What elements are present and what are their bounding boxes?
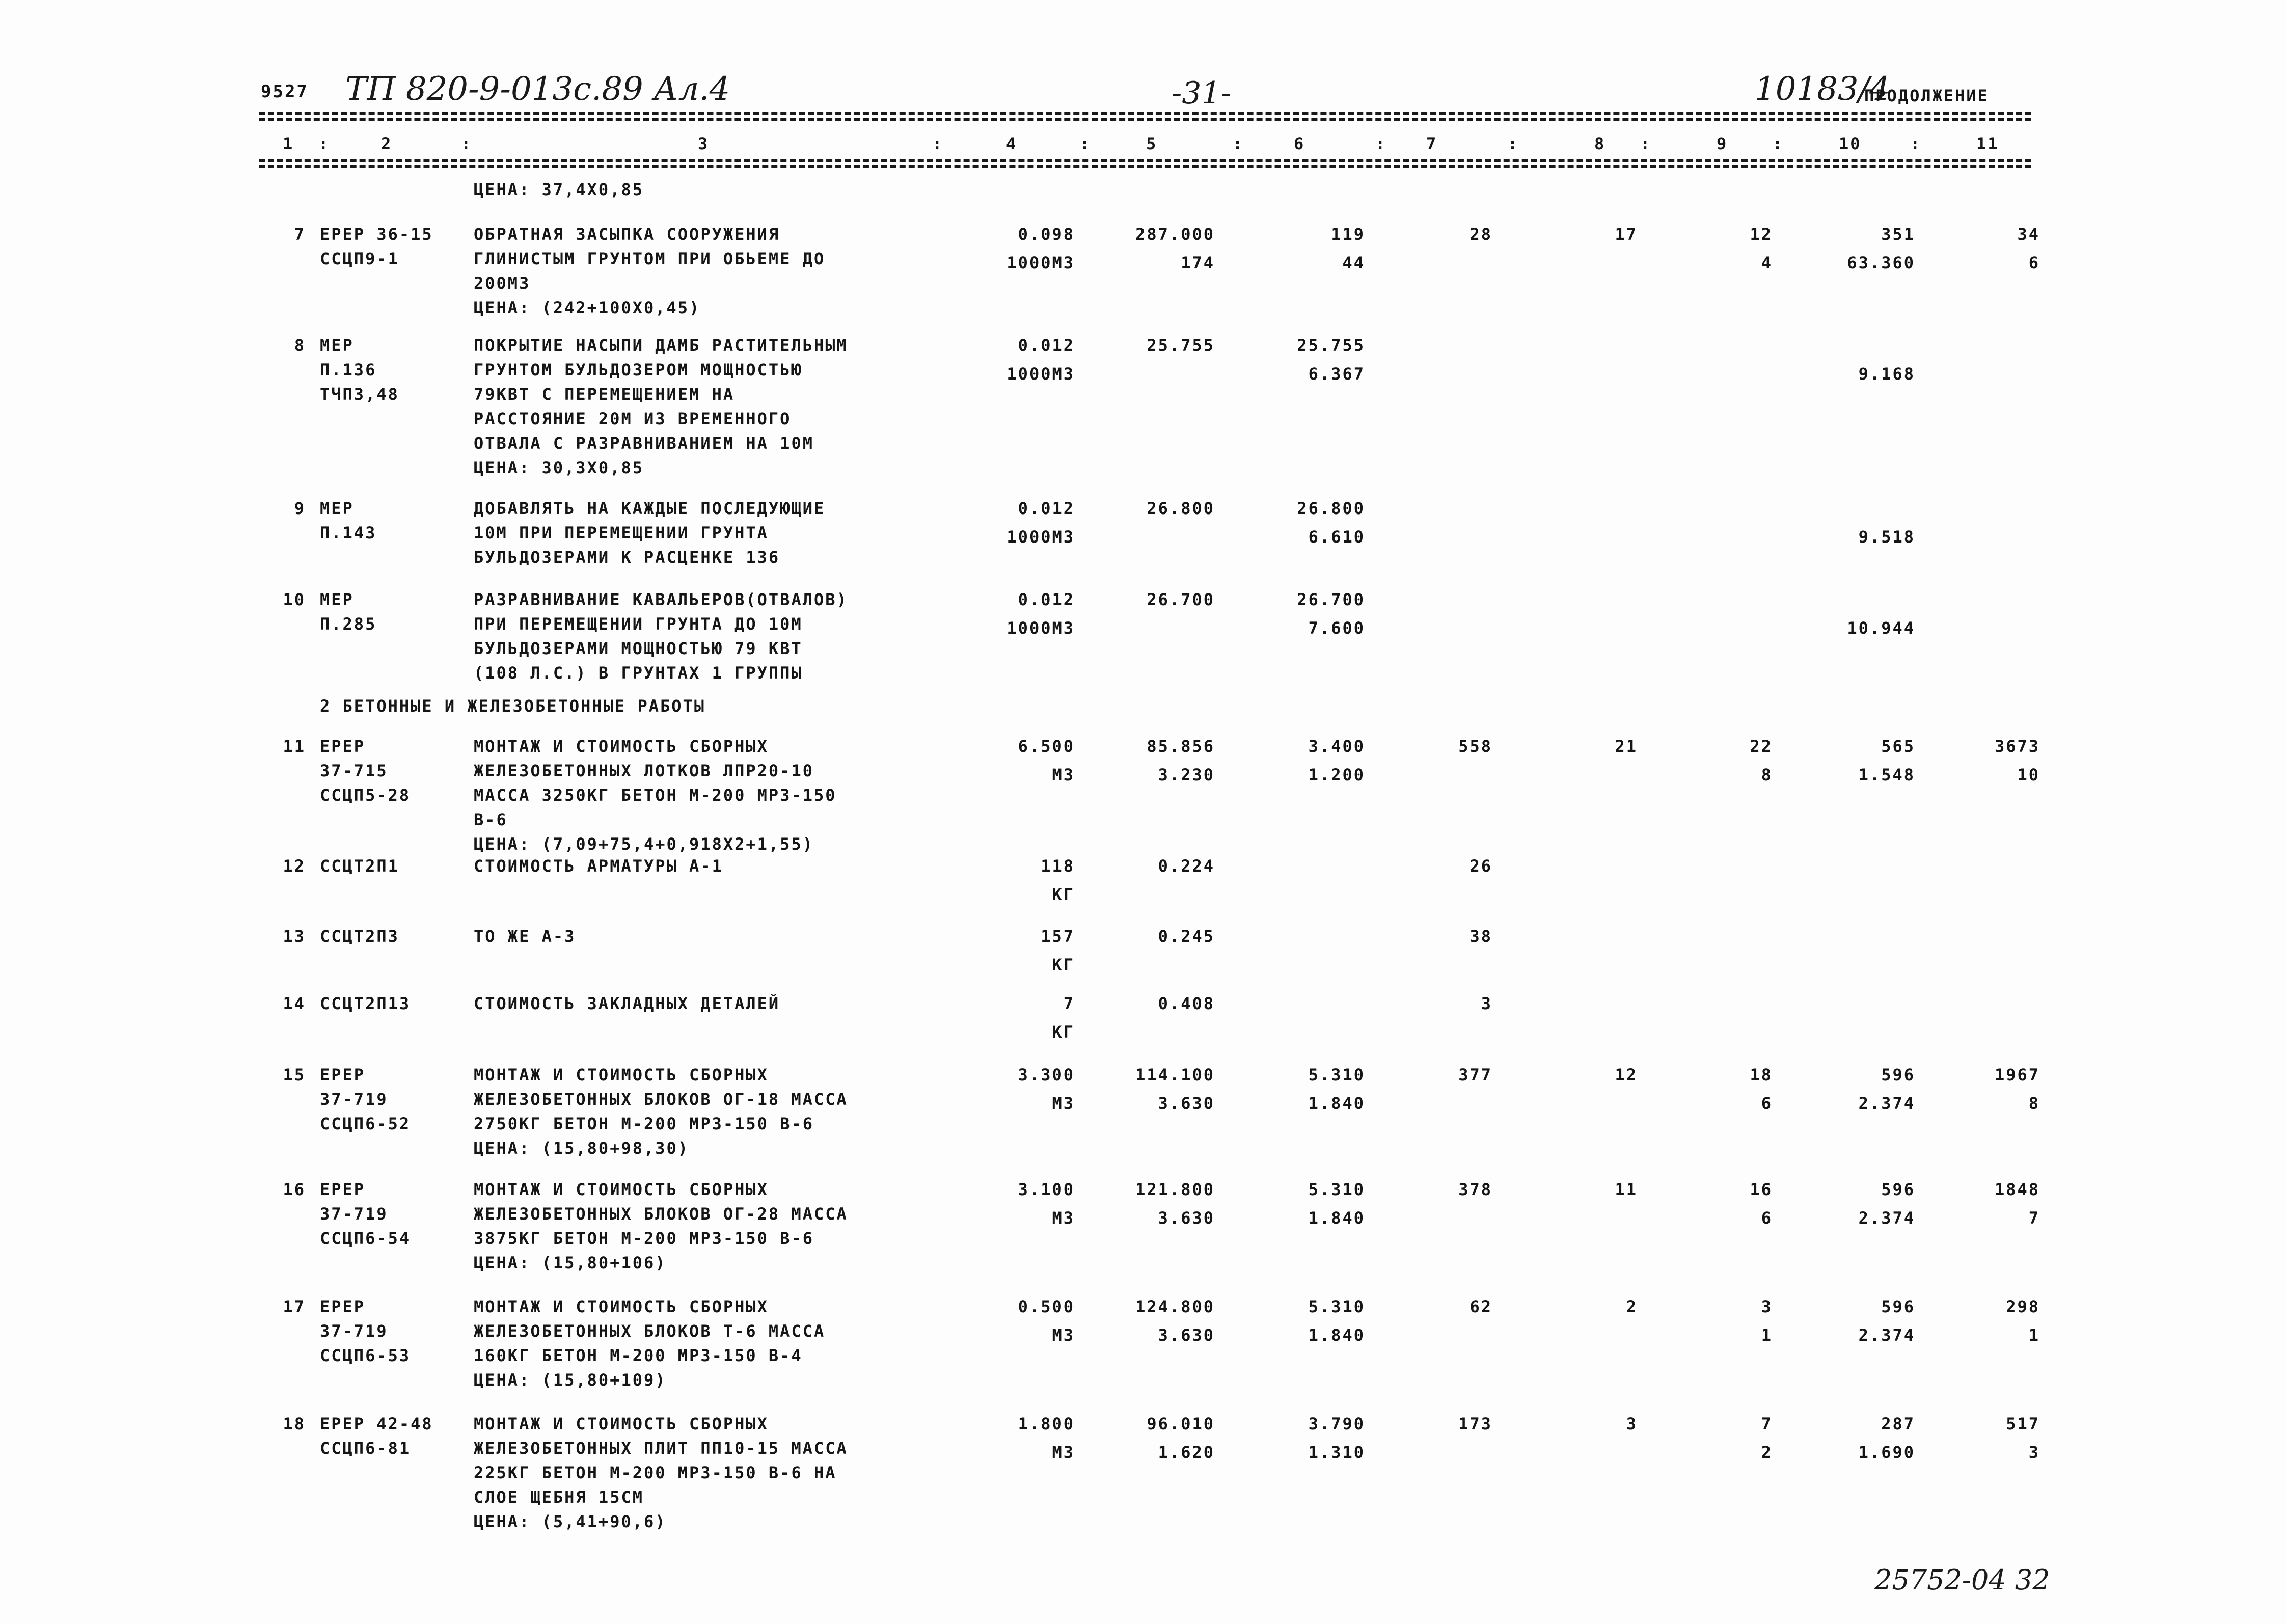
- rate-code: ССЦТ2П13: [320, 994, 411, 1013]
- work-description: 79КВТ С ПЕРЕМЕЩЕНИЕМ НА: [474, 385, 735, 404]
- rate-code: ССЦП5-28: [320, 786, 411, 805]
- cell-c7: 3: [1481, 994, 1492, 1013]
- cell-c6: 25.755: [1297, 336, 1365, 355]
- cell-c9: 7: [1761, 1414, 1773, 1433]
- cell-c6: 1.840: [1308, 1094, 1365, 1113]
- rate-code: МЕР: [320, 590, 354, 609]
- row-number: 17: [283, 1297, 306, 1316]
- cell-c4: 157: [1041, 927, 1075, 946]
- cell-c5: 121.800: [1135, 1180, 1215, 1199]
- cell-c8: 17: [1615, 225, 1638, 244]
- work-description: МОНТАЖ И СТОИМОСТЬ СБОРНЫХ: [474, 1297, 769, 1316]
- cell-c5: 0.245: [1158, 927, 1215, 946]
- cell-c4: 1000М3: [1006, 253, 1075, 273]
- cell-c10: 9.168: [1858, 364, 1915, 384]
- rate-code: ЕРЕР 42-48: [320, 1414, 433, 1433]
- row-number: 9: [294, 499, 306, 518]
- rate-code: ССЦТ2П3: [320, 927, 399, 946]
- work-description: 200М3: [474, 274, 531, 293]
- work-description: ЦЕНА: (242+100Х0,45): [474, 298, 701, 317]
- cell-c11: 7: [2028, 1208, 2040, 1228]
- work-description: МОНТАЖ И СТОИМОСТЬ СБОРНЫХ: [474, 1414, 769, 1433]
- rate-code: ССЦТ2П1: [320, 856, 399, 876]
- column-separator: :: [1508, 134, 1519, 153]
- rate-code: ЕРЕР: [320, 1180, 366, 1199]
- rate-code: ЕРЕР: [320, 737, 366, 756]
- cell-c4: 0.500: [1018, 1297, 1075, 1316]
- header-rule-top: [259, 112, 2031, 115]
- cell-c5: 124.800: [1135, 1297, 1215, 1316]
- column-separator: :: [461, 134, 473, 153]
- cell-c8: 12: [1615, 1065, 1638, 1085]
- header-rule-bottom: [259, 159, 2031, 162]
- cell-c6: 1.310: [1308, 1443, 1365, 1462]
- cell-c11: 298: [2006, 1297, 2040, 1316]
- cell-c6: 44: [1342, 253, 1365, 273]
- row-number: 12: [283, 856, 306, 876]
- page-number: -31-: [1172, 75, 1231, 111]
- cell-c6: 1.840: [1308, 1325, 1365, 1345]
- cell-c9: 18: [1750, 1065, 1773, 1085]
- work-description: СТОИМОСТЬ ЗАКЛАДНЫХ ДЕТАЛЕЙ: [474, 994, 780, 1013]
- cell-c9: 3: [1761, 1297, 1773, 1316]
- work-description: ТО ЖЕ А-3: [474, 927, 576, 946]
- work-description: БУЛЬДОЗЕРАМИ МОЩНОСТЬЮ 79 КВТ: [474, 639, 803, 658]
- cell-c5: 26.700: [1147, 590, 1215, 609]
- cell-c4: 0.012: [1018, 499, 1075, 518]
- rate-code: 37-719: [320, 1321, 388, 1341]
- cell-c9: 12: [1750, 225, 1773, 244]
- column-number-11: 11: [1976, 134, 1999, 153]
- work-description: ГРУНТОМ БУЛЬДОЗЕРОМ МОЩНОСТЬЮ: [474, 360, 803, 380]
- cell-c6: 26.800: [1297, 499, 1365, 518]
- column-number-7: 7: [1426, 134, 1438, 153]
- cell-c4: 1000М3: [1006, 618, 1075, 638]
- cell-c4: М3: [1052, 1208, 1075, 1228]
- cell-c7: 62: [1469, 1297, 1492, 1316]
- cell-c8: 21: [1615, 737, 1638, 756]
- cell-c10: 351: [1881, 225, 1915, 244]
- column-number-2: 2: [381, 134, 393, 153]
- cell-c6: 5.310: [1308, 1065, 1365, 1085]
- cell-c5: 174: [1181, 253, 1215, 273]
- cell-c6: 119: [1331, 225, 1365, 244]
- column-separator: :: [1773, 134, 1784, 153]
- cell-c11: 6: [2028, 253, 2040, 273]
- cell-c6: 5.310: [1308, 1180, 1365, 1199]
- cell-c4: М3: [1052, 1094, 1075, 1113]
- rate-code: ТЧП3,48: [320, 385, 399, 404]
- cell-c4: 0.012: [1018, 336, 1075, 355]
- cell-c8: 11: [1615, 1180, 1638, 1199]
- cell-c6: 6.367: [1308, 364, 1365, 384]
- row-number: 11: [283, 737, 306, 756]
- work-description: 2750КГ БЕТОН М-200 МРЗ-150 В-6: [474, 1114, 814, 1133]
- doc-number: 9527: [261, 82, 309, 102]
- cell-c11: 34: [2017, 225, 2040, 244]
- row-number: 10: [283, 590, 306, 609]
- rate-code: ССЦП6-54: [320, 1229, 411, 1248]
- cell-c10: 1.690: [1858, 1443, 1915, 1462]
- cell-c4: 6.500: [1018, 737, 1075, 756]
- work-description: 3875КГ БЕТОН М-200 МРЗ-150 В-6: [474, 1229, 814, 1248]
- cell-c4: КГ: [1052, 955, 1075, 975]
- work-description: ПОКРЫТИЕ НАСЫПИ ДАМБ РАСТИТЕЛЬНЫМ: [474, 336, 848, 355]
- work-description: В-6: [474, 810, 508, 829]
- column-number-5: 5: [1146, 134, 1158, 153]
- footer-stamp: 25752-04 32: [1874, 1564, 2050, 1596]
- cell-c5: 114.100: [1135, 1065, 1215, 1085]
- column-number-6: 6: [1294, 134, 1305, 153]
- cell-c4: 7: [1063, 994, 1075, 1013]
- cell-c4: 0.012: [1018, 590, 1075, 609]
- cell-c10: 2.374: [1858, 1325, 1915, 1345]
- row-number: 16: [283, 1180, 306, 1199]
- cell-c4: КГ: [1052, 1022, 1075, 1042]
- column-separator: :: [1233, 134, 1244, 153]
- cell-c4: 118: [1041, 856, 1075, 876]
- cell-c10: 596: [1881, 1180, 1915, 1199]
- work-description: БУЛЬДОЗЕРАМИ К РАСЦЕНКЕ 136: [474, 548, 780, 567]
- work-description: ЦЕНА: (15,80+106): [474, 1253, 667, 1273]
- cell-c9: 8: [1761, 765, 1773, 784]
- cell-c5: 0.224: [1158, 856, 1215, 876]
- column-number-1: 1: [283, 134, 294, 153]
- cell-c11: 1848: [1994, 1180, 2040, 1199]
- cell-c5: 85.856: [1147, 737, 1215, 756]
- work-description: ЖЕЛЕЗОБЕТОННЫХ БЛОКОВ ОГ-18 МАССА: [474, 1090, 848, 1109]
- work-description: МАССА 3250КГ БЕТОН М-200 МРЗ-150: [474, 786, 837, 805]
- cell-c4: 1000М3: [1006, 364, 1075, 384]
- cell-c11: 3673: [1994, 737, 2040, 756]
- cell-c10: 596: [1881, 1065, 1915, 1085]
- cell-c10: 2.374: [1858, 1208, 1915, 1228]
- row-number: 18: [283, 1414, 306, 1433]
- cell-c9: 4: [1761, 253, 1773, 273]
- cell-c11: 3: [2028, 1443, 2040, 1462]
- cell-c11: 10: [2017, 765, 2040, 784]
- cell-c4: М3: [1052, 1325, 1075, 1345]
- cell-c5: 3.230: [1158, 765, 1215, 784]
- cell-c11: 1: [2028, 1325, 2040, 1345]
- rate-code: 37-715: [320, 761, 388, 780]
- continuation-label: ПРОДОЛЖЕНИЕ: [1864, 86, 1989, 105]
- cell-c7: 173: [1458, 1414, 1492, 1433]
- cell-c7: 378: [1458, 1180, 1492, 1199]
- cell-c5: 1.620: [1158, 1443, 1215, 1462]
- cell-c5: 0.408: [1158, 994, 1215, 1013]
- header-rule-top-2: [259, 118, 2031, 121]
- work-description: ЦЕНА: (15,80+98,30): [474, 1139, 690, 1158]
- work-description: 10М ПРИ ПЕРЕМЕЩЕНИИ ГРУНТА: [474, 523, 769, 543]
- doc-reference: 10183/4: [1755, 70, 1890, 108]
- cell-c6: 7.600: [1308, 618, 1365, 638]
- cell-c10: 565: [1881, 737, 1915, 756]
- work-description: ГЛИНИСТЫМ ГРУНТОМ ПРИ ОБЬЕМЕ ДО: [474, 249, 826, 268]
- work-description: (108 Л.С.) В ГРУНТАХ 1 ГРУППЫ: [474, 663, 803, 683]
- rate-code: МЕР: [320, 499, 354, 518]
- cell-c4: М3: [1052, 1443, 1075, 1462]
- cell-c6: 3.400: [1308, 737, 1365, 756]
- column-number-4: 4: [1006, 134, 1018, 153]
- work-description: РАЗРАВНИВАНИЕ КАВАЛЬЕРОВ(ОТВАЛОВ): [474, 590, 848, 609]
- rate-code: П.285: [320, 614, 377, 634]
- cell-c7: 28: [1469, 225, 1492, 244]
- column-separator: :: [1910, 134, 1922, 153]
- rate-code: ССЦП6-81: [320, 1439, 411, 1458]
- row-number: 7: [294, 225, 306, 244]
- cell-c7: 377: [1458, 1065, 1492, 1085]
- row-number: 14: [283, 994, 306, 1013]
- work-description: ЦЕНА: 37,4Х0,85: [474, 180, 644, 199]
- cell-c11: 8: [2028, 1094, 2040, 1113]
- work-description: ДОБАВЛЯТЬ НА КАЖДЫЕ ПОСЛЕДУЮЩИЕ: [474, 499, 826, 518]
- column-number-9: 9: [1717, 134, 1728, 153]
- cell-c6: 6.610: [1308, 527, 1365, 547]
- cell-c9: 6: [1761, 1208, 1773, 1228]
- rate-code: МЕР: [320, 336, 354, 355]
- work-description: РАССТОЯНИЕ 20М ИЗ ВРЕМЕННОГО: [474, 409, 792, 428]
- column-number-8: 8: [1594, 134, 1606, 153]
- column-separator: :: [1640, 134, 1652, 153]
- cell-c6: 3.790: [1308, 1414, 1365, 1433]
- column-separator: :: [1080, 134, 1092, 153]
- cell-c9: 1: [1761, 1325, 1773, 1345]
- cell-c4: 1.800: [1018, 1414, 1075, 1433]
- rate-code: ЕРЕР: [320, 1297, 366, 1316]
- work-description: ЦЕНА: (5,41+90,6): [474, 1512, 667, 1531]
- cell-c6: 5.310: [1308, 1297, 1365, 1316]
- cell-c4: М3: [1052, 765, 1075, 784]
- cell-c10: 2.374: [1858, 1094, 1915, 1113]
- cell-c8: 2: [1626, 1297, 1638, 1316]
- cell-c10: 287: [1881, 1414, 1915, 1433]
- rate-code: ССЦП9-1: [320, 249, 399, 268]
- cell-c10: 63.360: [1847, 253, 1915, 273]
- rate-code: П.136: [320, 360, 377, 380]
- cell-c5: 287.000: [1135, 225, 1215, 244]
- work-description: ЖЕЛЕЗОБЕТОННЫХ БЛОКОВ Т-6 МАССА: [474, 1321, 826, 1341]
- cell-c10: 9.518: [1858, 527, 1915, 547]
- cell-c7: 558: [1458, 737, 1492, 756]
- column-separator: :: [1375, 134, 1387, 153]
- work-description: МОНТАЖ И СТОИМОСТЬ СБОРНЫХ: [474, 737, 769, 756]
- column-separator: :: [932, 134, 944, 153]
- doc-code: ТП 820-9-013с.89 Ал.4: [345, 70, 730, 108]
- cell-c4: КГ: [1052, 885, 1075, 904]
- work-description: МОНТАЖ И СТОИМОСТЬ СБОРНЫХ: [474, 1180, 769, 1199]
- rate-code: ЕРЕР: [320, 1065, 366, 1085]
- header-rule-bottom-2: [259, 165, 2031, 168]
- cell-c5: 96.010: [1147, 1414, 1215, 1433]
- cell-c4: 0.098: [1018, 225, 1075, 244]
- cell-c6: 1.840: [1308, 1208, 1365, 1228]
- cell-c11: 517: [2006, 1414, 2040, 1433]
- cell-c9: 6: [1761, 1094, 1773, 1113]
- cell-c11: 1967: [1994, 1065, 2040, 1085]
- cell-c9: 2: [1761, 1443, 1773, 1462]
- cell-c5: 3.630: [1158, 1094, 1215, 1113]
- work-description: ЖЕЛЕЗОБЕТОННЫХ БЛОКОВ ОГ-28 МАССА: [474, 1204, 848, 1224]
- work-description: ОТВАЛА С РАЗРАВНИВАНИЕМ НА 10М: [474, 434, 814, 453]
- rate-code: ССЦП6-53: [320, 1346, 411, 1365]
- cell-c5: 25.755: [1147, 336, 1215, 355]
- work-description: ЦЕНА: 30,3Х0,85: [474, 458, 644, 477]
- column-number-3: 3: [698, 134, 710, 153]
- column-number-10: 10: [1839, 134, 1862, 153]
- cell-c10: 10.944: [1847, 618, 1915, 638]
- work-description: ОБРАТНАЯ ЗАСЫПКА СООРУЖЕНИЯ: [474, 225, 780, 244]
- work-description: ЖЕЛЕЗОБЕТОННЫХ ПЛИТ ПП10-15 МАССА: [474, 1439, 848, 1458]
- column-separator: :: [318, 134, 330, 153]
- section-heading: 2 БЕТОННЫЕ И ЖЕЛЕЗОБЕТОННЫЕ РАБОТЫ: [320, 696, 706, 716]
- cell-c8: 3: [1626, 1414, 1638, 1433]
- cell-c7: 38: [1469, 927, 1492, 946]
- cell-c5: 3.630: [1158, 1325, 1215, 1345]
- cell-c6: 1.200: [1308, 765, 1365, 784]
- cell-c5: 3.630: [1158, 1208, 1215, 1228]
- work-description: 160КГ БЕТОН М-200 МРЗ-150 В-4: [474, 1346, 803, 1365]
- work-description: СТОИМОСТЬ АРМАТУРЫ А-1: [474, 856, 723, 876]
- work-description: ПРИ ПЕРЕМЕЩЕНИИ ГРУНТА ДО 10М: [474, 614, 803, 634]
- cell-c9: 22: [1750, 737, 1773, 756]
- work-description: ЖЕЛЕЗОБЕТОННЫХ ЛОТКОВ ЛПР20-10: [474, 761, 814, 780]
- rate-code: ЕРЕР 36-15: [320, 225, 433, 244]
- rate-code: 37-719: [320, 1204, 388, 1224]
- cell-c9: 16: [1750, 1180, 1773, 1199]
- cell-c5: 26.800: [1147, 499, 1215, 518]
- cell-c4: 1000М3: [1006, 527, 1075, 547]
- row-number: 8: [294, 336, 306, 355]
- cell-c7: 26: [1469, 856, 1492, 876]
- cell-c10: 1.548: [1858, 765, 1915, 784]
- rate-code: П.143: [320, 523, 377, 543]
- rate-code: ССЦП6-52: [320, 1114, 411, 1133]
- row-number: 13: [283, 927, 306, 946]
- rate-code: 37-719: [320, 1090, 388, 1109]
- work-description: ЦЕНА: (15,80+109): [474, 1370, 667, 1390]
- cell-c6: 26.700: [1297, 590, 1365, 609]
- cell-c10: 596: [1881, 1297, 1915, 1316]
- work-description: ЦЕНА: (7,09+75,4+0,918Х2+1,55): [474, 834, 814, 854]
- cell-c4: 3.300: [1018, 1065, 1075, 1085]
- work-description: 225КГ БЕТОН М-200 МРЗ-150 В-6 НА: [474, 1463, 837, 1482]
- row-number: 15: [283, 1065, 306, 1085]
- cell-c4: 3.100: [1018, 1180, 1075, 1199]
- work-description: СЛОЕ ЩЕБНЯ 15СМ: [474, 1487, 644, 1507]
- work-description: МОНТАЖ И СТОИМОСТЬ СБОРНЫХ: [474, 1065, 769, 1085]
